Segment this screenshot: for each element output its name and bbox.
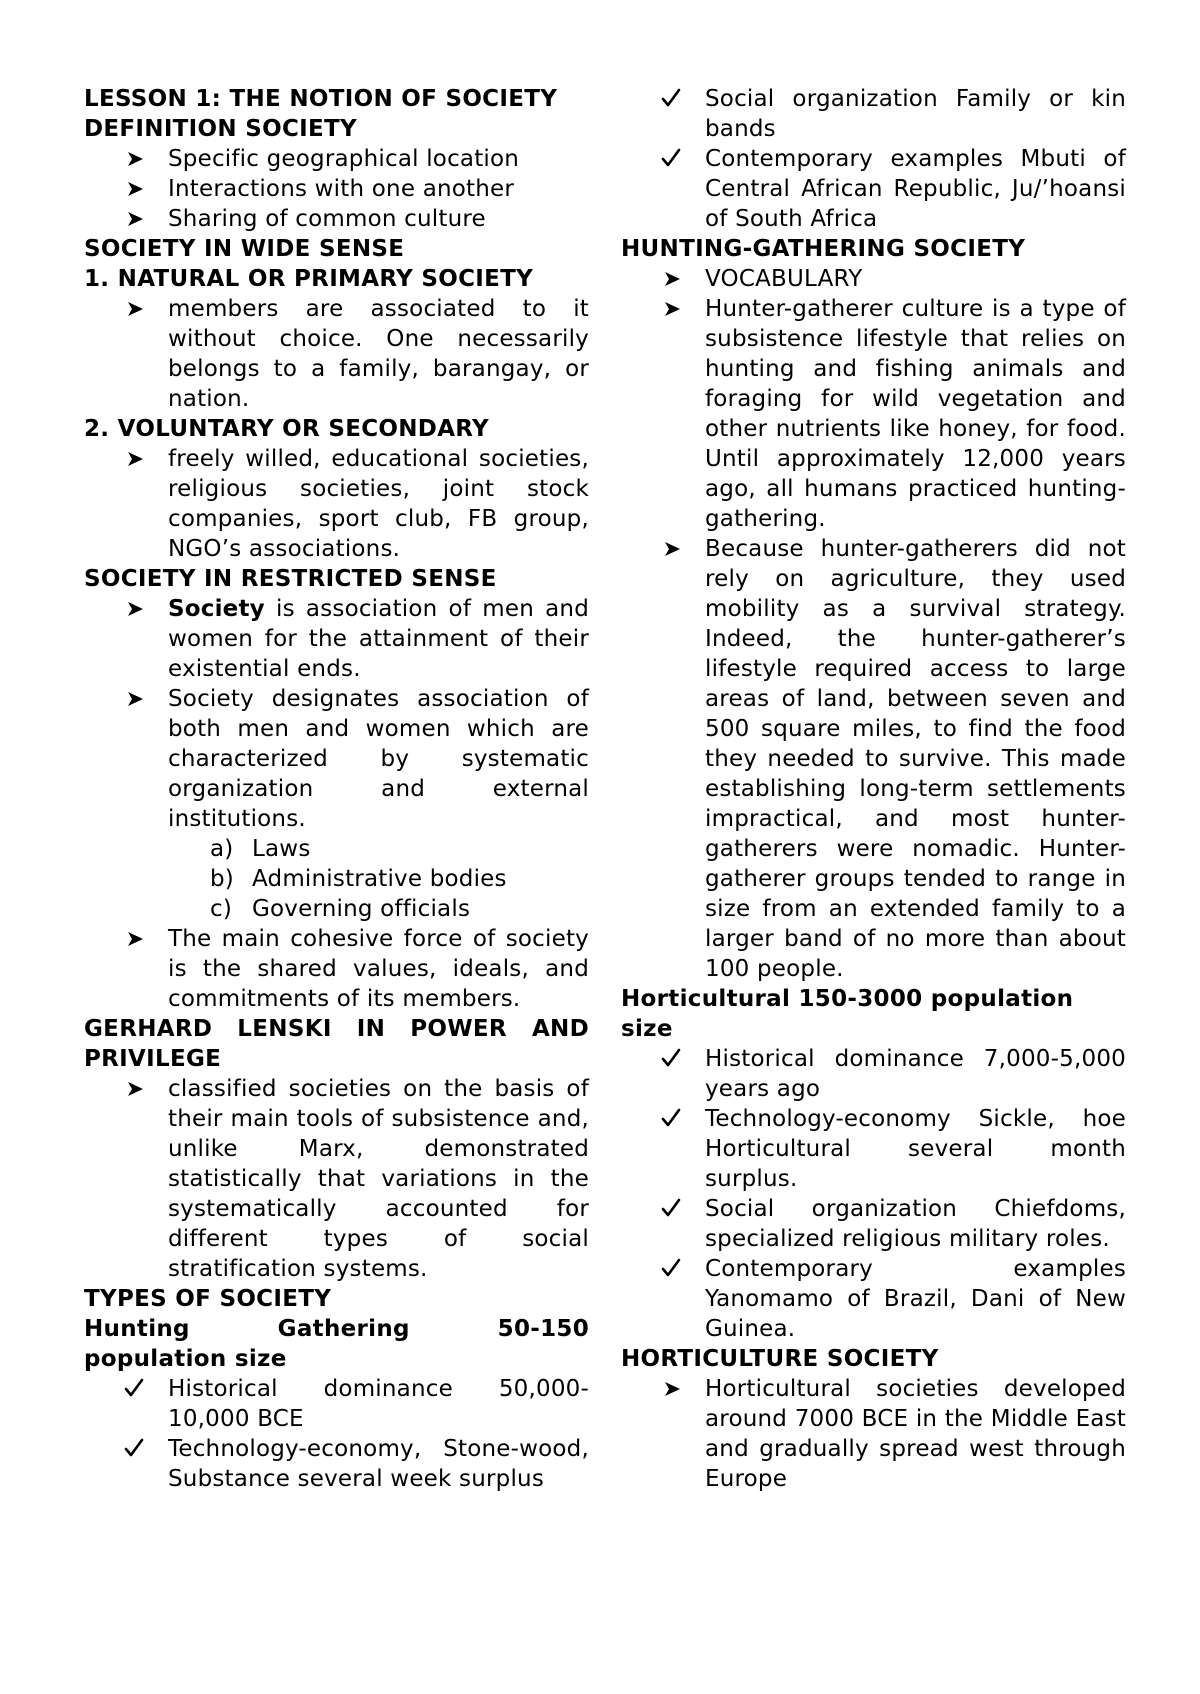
list-item: VOCABULARY <box>621 264 1126 294</box>
list-item: c) Governing officials <box>210 896 471 922</box>
lenski-heading-line1: GERHARD LENSKI IN POWER AND <box>84 1016 589 1042</box>
checkmark-bullet-icon <box>124 1374 154 1404</box>
list-item: Technology-economy Sickle, hoe Horticultural several month surplus. <box>621 1104 1126 1194</box>
hg-society-heading: HUNTING-GATHERING SOCIETY <box>621 236 1026 262</box>
checkmark-bullet-icon <box>661 144 691 174</box>
list-item: Hunter-gatherer culture is a type of subsistence lifestyle that relies on hunting and fishing animals and foraging for wild vegetation and other nutrients like honey, for food. Until approximately 12,000 years ago, all humans practiced hunting-gathering. <box>621 294 1126 534</box>
definition-heading: DEFINITION SOCIETY <box>84 116 357 142</box>
restricted-heading: SOCIETY IN RESTRICTED SENSE <box>84 566 497 592</box>
list-item: Social organization Family or kin bands <box>621 84 1126 144</box>
checkmark-bullet-icon <box>124 1434 154 1464</box>
hunting-heading-line2: population size <box>84 1346 287 1372</box>
list-item: Horticultural societies developed around 7000 BCE in the Middle East and gradually spread west through Europe <box>621 1374 1126 1494</box>
list-item: Contemporary examples Yanomamo of Brazil, Dani of New Guinea. <box>621 1254 1126 1344</box>
arrowhead-bullet-icon <box>663 264 693 294</box>
horticulture-list <box>621 1374 1126 1494</box>
lenski-list <box>84 1074 589 1284</box>
wide-sense-heading: SOCIETY IN WIDE SENSE <box>84 236 405 262</box>
checkmark-bullet-icon <box>661 1044 691 1074</box>
list-item: Interactions with one another <box>84 174 589 204</box>
list-item: Historical dominance 7,000-5,000 years ago <box>621 1044 1126 1104</box>
list-item: Technology-economy, Stone-wood, Substance several week surplus <box>84 1434 589 1494</box>
list-item: a) Laws <box>210 836 311 862</box>
checkmark-bullet-icon <box>661 84 691 114</box>
horticulture-society-heading: HORTICULTURE SOCIETY <box>621 1346 939 1372</box>
hg-list <box>621 264 1126 984</box>
hunting-list <box>84 1374 589 1494</box>
arrowhead-bullet-icon <box>126 594 156 624</box>
arrowhead-bullet-icon <box>126 144 156 174</box>
arrowhead-bullet-icon <box>126 924 156 954</box>
restricted-list-cont <box>84 924 589 1014</box>
restricted-list <box>84 594 589 834</box>
arrowhead-bullet-icon <box>663 534 693 564</box>
list-item: members are associated to it without choice. One necessarily belongs to a family, barangay, or nation. <box>84 294 589 414</box>
right-column <box>621 84 1126 1494</box>
list-item: Social organization Chiefdoms, specialized religious military roles. <box>621 1194 1126 1254</box>
horticultural-heading: Horticultural 150-3000 population size <box>621 986 1074 1042</box>
list-item: classified societies on the basis of their main tools of subsistence and, unlike Marx, demonstrated statistically that variations in the systematically accounted for different types of social stratification systems. <box>84 1074 589 1284</box>
arrowhead-bullet-icon <box>126 1074 156 1104</box>
types-heading: TYPES OF SOCIETY <box>84 1286 332 1312</box>
list-item: Because hunter-gatherers did not rely on agriculture, they used mobility as a survival strategy. Indeed, the hunter-gatherer’s lifestyle required access to large areas of land, between seven and 500 square miles, to find the food they needed to survive. This made establishing long-term settlements impractical, and most hunter-gatherers were nomadic. Hunter-gatherer groups tended to range in size from an extended family to a larger band of no more than about 100 people. <box>621 534 1126 984</box>
list-item: b) Administrative bodies <box>210 866 507 892</box>
lesson-title: LESSON 1: THE NOTION OF SOCIETY <box>84 86 558 112</box>
checkmark-bullet-icon <box>661 1104 691 1134</box>
lenski-heading-line2: PRIVILEGE <box>84 1046 222 1072</box>
list-item: freely willed, educational societies, religious societies, joint stock companies, sport club, FB group, NGO’s associations. <box>84 444 589 564</box>
checkmark-bullet-icon <box>661 1254 691 1284</box>
arrowhead-bullet-icon <box>126 444 156 474</box>
hunting-heading-line1: Hunting Gathering 50-150 <box>84 1316 589 1342</box>
list-item: Society is association of men and women for the attainment of their existential ends. <box>84 594 589 684</box>
definition-list <box>84 144 589 234</box>
natural-heading: 1. NATURAL OR PRIMARY SOCIETY <box>84 266 534 292</box>
voluntary-heading: 2. VOLUNTARY OR SECONDARY <box>84 416 490 442</box>
list-item: Historical dominance 50,000-10,000 BCE <box>84 1374 589 1434</box>
voluntary-list <box>84 444 589 564</box>
list-item: Society designates association of both men and women which are characterized by systematic organization and external institutions. <box>84 684 589 834</box>
list-item: Specific geographical location <box>84 144 589 174</box>
left-column <box>84 84 589 1494</box>
arrowhead-bullet-icon <box>126 174 156 204</box>
list-item: Sharing of common culture <box>84 204 589 234</box>
horticultural-list <box>621 1044 1126 1344</box>
list-item: Contemporary examples Mbuti of Central African Republic, Ju/’hoansi of South Africa <box>621 144 1126 234</box>
arrowhead-bullet-icon <box>663 1374 693 1404</box>
list-item: The main cohesive force of society is the shared values, ideals, and commitments of its members. <box>84 924 589 1014</box>
arrowhead-bullet-icon <box>663 294 693 324</box>
hunting-list-cont <box>621 84 1126 234</box>
checkmark-bullet-icon <box>661 1194 691 1224</box>
arrowhead-bullet-icon <box>126 204 156 234</box>
restricted-sub-list <box>84 834 589 924</box>
natural-list <box>84 294 589 414</box>
arrowhead-bullet-icon <box>126 294 156 324</box>
arrowhead-bullet-icon <box>126 684 156 714</box>
